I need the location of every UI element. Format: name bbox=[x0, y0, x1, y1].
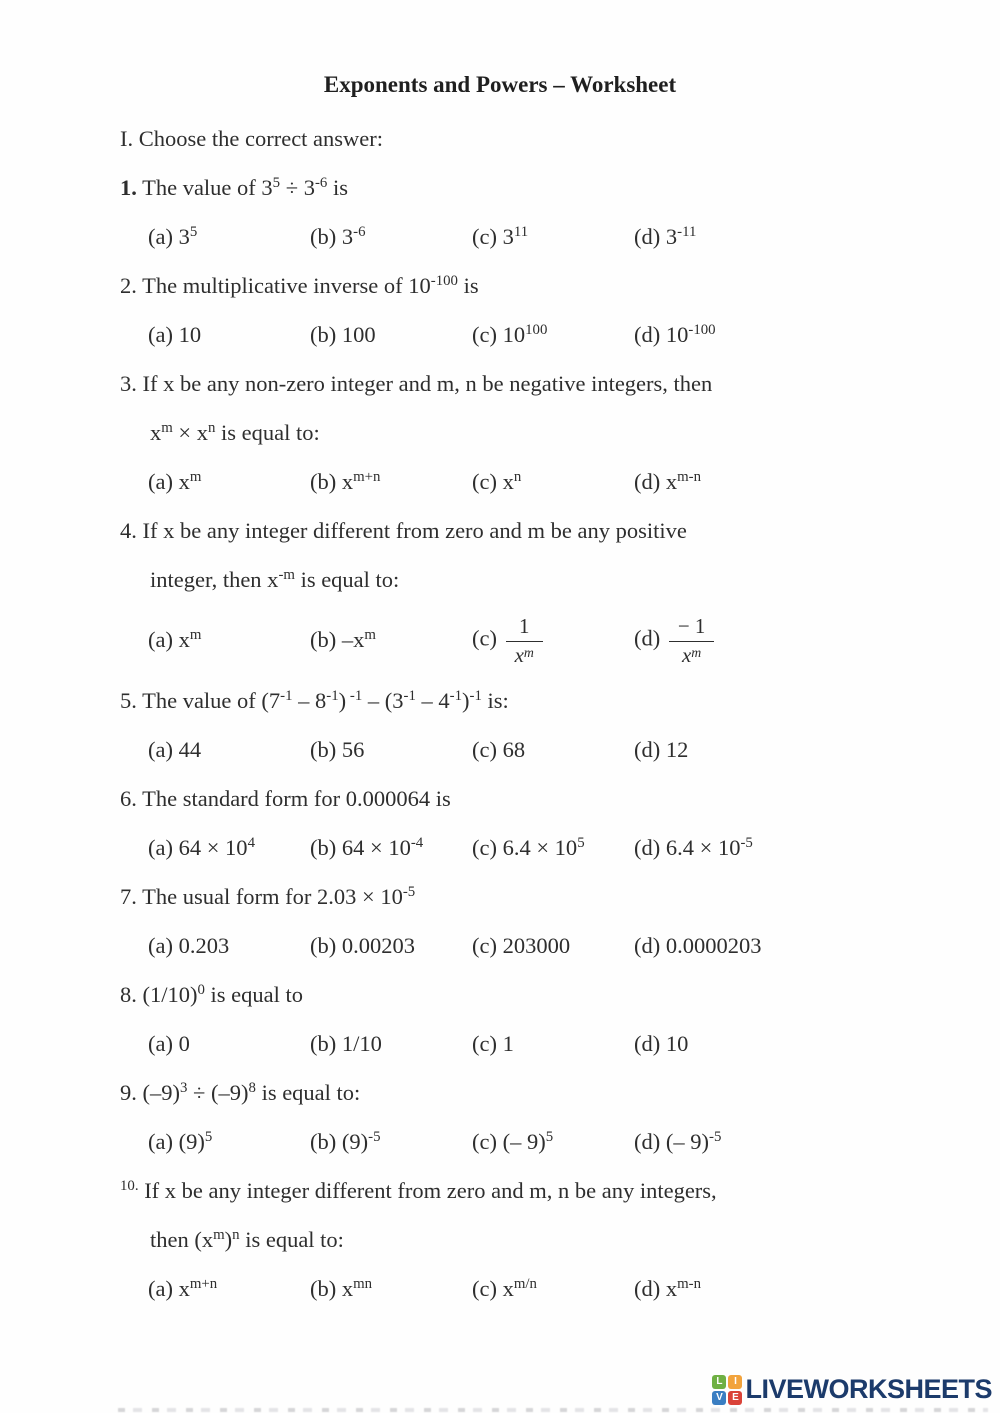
question-4-option-a[interactable]: (a) $x^m$ bbox=[148, 627, 202, 653]
question-4-options bbox=[120, 614, 955, 667]
option-label: (c) bbox=[472, 736, 503, 762]
question-3-prompt-line-1: 3. If x be any non-zero integer and m, n be negative integers, then bbox=[120, 371, 713, 396]
question-7 bbox=[120, 882, 955, 961]
question-10-option-b[interactable]: (b) $x^{mn}$ bbox=[310, 1275, 373, 1301]
question-7-option-a[interactable]: (a) 0.203 bbox=[148, 932, 230, 958]
option-label: (c) bbox=[472, 1030, 503, 1056]
option-label: (c) bbox=[472, 224, 503, 249]
option-label: (c) bbox=[472, 932, 503, 958]
question-8-option-c[interactable]: (c) 1 bbox=[472, 1030, 514, 1056]
question-3-prompt-line-2: $x^m \times x^n$ is equal to: bbox=[150, 419, 320, 445]
question-1 bbox=[120, 173, 955, 252]
option-label: (d) bbox=[634, 736, 666, 762]
question-1-prompt-line-1: 1. The value of $3^5 \div 3^{-6}$ is bbox=[120, 174, 348, 200]
question-9-option-d[interactable]: (d) (– 9)$^{-5}$ bbox=[634, 1128, 722, 1154]
question-4-option-c[interactable] bbox=[472, 614, 622, 667]
question-9-option-c[interactable]: (c) (– 9)$^5$ bbox=[472, 1128, 554, 1154]
question-3-option-a[interactable]: (a) $x^m$ bbox=[148, 468, 202, 494]
question-5-option-b[interactable]: (b) 56 bbox=[310, 736, 365, 762]
question-7-option-b[interactable]: (b) 0.00203 bbox=[310, 932, 415, 958]
question-7-option-d[interactable]: (d) 0.0000203 bbox=[634, 932, 762, 958]
option-label: (d) bbox=[634, 469, 666, 494]
option-label: (c) bbox=[472, 625, 503, 651]
question-5-option-a[interactable]: (a) 44 bbox=[148, 736, 202, 762]
question-3-option-d[interactable]: (d) $x^{m-n}$ bbox=[634, 468, 702, 494]
liveworksheets-logo[interactable] bbox=[712, 1374, 992, 1405]
option-label: (b) bbox=[310, 469, 342, 494]
question-9-option-b[interactable]: (b) $(9)^{-5}$ bbox=[310, 1128, 381, 1154]
option-label: (c) bbox=[472, 1128, 503, 1154]
question-6-option-d[interactable]: (d) $6.4 \times 10^{-5}$ bbox=[634, 834, 753, 860]
question-1-options bbox=[120, 222, 955, 252]
option-label: (b) bbox=[310, 736, 342, 762]
question-7-options bbox=[120, 931, 955, 961]
question-2-option-b[interactable]: (b) 100 bbox=[310, 322, 376, 347]
option-label: (a) bbox=[148, 627, 179, 653]
question-10-prompt-line-2: then $(x^m)^n$ is equal to: bbox=[150, 1226, 344, 1252]
option-label: (c) bbox=[472, 1275, 503, 1301]
question-8 bbox=[120, 980, 955, 1059]
question-5-prompt-line-1: 5. The value of $(7^{-1} - 8^{-1})$ $^{-1} - (3^{-1} - 4^{-1})^{-1}$ is: bbox=[120, 687, 509, 713]
fraction: $\frac{- 1}{x^m}$ bbox=[669, 616, 714, 667]
logo-tile-I: I bbox=[728, 1375, 742, 1389]
question-3 bbox=[120, 369, 955, 497]
option-label: (d) bbox=[634, 1128, 666, 1154]
logo-tile-V: V bbox=[712, 1391, 726, 1405]
option-label: (d) bbox=[634, 322, 666, 347]
question-9-option-a[interactable]: (a) $(9)^5$ bbox=[148, 1128, 213, 1154]
option-label: (d) bbox=[634, 834, 666, 860]
question-7-option-c[interactable]: (c) 203000 bbox=[472, 932, 571, 958]
question-1-option-a[interactable]: (a) $3^5$ bbox=[148, 223, 198, 249]
question-4-prompt-line-2: integer, then $x^{-m}$ is equal to: bbox=[150, 566, 400, 592]
option-label: (b) bbox=[310, 322, 342, 347]
question-4-option-b[interactable]: (b) $-x^m$ bbox=[310, 627, 376, 653]
question-6-prompt-line-1: 6. The standard form for 0.000064 is bbox=[120, 785, 451, 811]
question-2-option-d[interactable]: (d) $10^{-100}$ bbox=[634, 321, 716, 347]
question-8-option-b[interactable]: (b) 1/10 bbox=[310, 1030, 382, 1056]
option-label: (a) bbox=[148, 932, 179, 958]
option-label: (c) bbox=[472, 834, 503, 860]
liveworksheets-logo-icon bbox=[712, 1375, 742, 1405]
liveworksheets-logo-text: LIVEWORKSHEETS bbox=[745, 1374, 992, 1404]
question-9 bbox=[120, 1078, 955, 1157]
question-2 bbox=[120, 271, 955, 350]
option-label: (b) bbox=[310, 1128, 342, 1154]
option-label: (a) bbox=[148, 469, 179, 494]
question-5-option-c[interactable]: (c) 68 bbox=[472, 736, 526, 762]
question-2-prompt-line-1: 2. The multiplicative inverse of $10^{-100}$ is bbox=[120, 272, 479, 298]
question-10-option-c[interactable]: (c) $x^{m/n}$ bbox=[472, 1275, 537, 1301]
worksheet-title: Exponents and Powers – Worksheet bbox=[323, 72, 677, 97]
question-3-options bbox=[120, 467, 955, 497]
question-6-option-a[interactable]: (a) $64 \times 10^4$ bbox=[148, 834, 255, 860]
question-5-options bbox=[120, 735, 955, 765]
option-label: (d) bbox=[634, 1030, 666, 1056]
question-2-option-c[interactable]: (c) $10^{100}$ bbox=[472, 321, 548, 347]
option-label: (a) bbox=[148, 1275, 179, 1301]
logo-tile-L: L bbox=[712, 1375, 726, 1389]
option-label: (b) bbox=[310, 834, 342, 860]
fraction: $\frac{1}{x^m}$ bbox=[506, 616, 543, 667]
question-7-prompt-line-1: 7. The usual form for $2.03 \times 10^{-5}$ bbox=[120, 883, 416, 909]
question-10 bbox=[120, 1176, 955, 1304]
question-6-option-b[interactable]: (b) $64 \times 10^{-4}$ bbox=[310, 834, 424, 860]
question-9-prompt-line-1: 9. $(-9)^3 \div (-9)^8$ is equal to: bbox=[120, 1079, 361, 1105]
question-8-option-d[interactable]: (d) 10 bbox=[634, 1030, 689, 1056]
option-label: (d) bbox=[634, 1275, 666, 1301]
option-label: (a) bbox=[148, 1030, 179, 1056]
option-label: (c) bbox=[472, 322, 503, 347]
option-label: (d) bbox=[634, 224, 666, 249]
question-10-prompt-line-1: $^{10.}$ If x be any integer different from zero and m, n be any integers, bbox=[120, 1177, 717, 1203]
questions-list bbox=[0, 173, 1000, 1304]
question-2-options bbox=[120, 320, 955, 350]
option-label: (a) bbox=[148, 322, 179, 347]
question-10-options bbox=[120, 1274, 955, 1304]
question-3-option-c[interactable]: (c) $x^n$ bbox=[472, 468, 522, 494]
logo-tile-E: E bbox=[728, 1391, 742, 1405]
question-1-option-d[interactable]: (d) $3^{-11}$ bbox=[634, 223, 697, 249]
section-heading: I. Choose the correct answer: bbox=[120, 126, 384, 151]
question-4 bbox=[120, 516, 955, 667]
option-label: (c) bbox=[472, 469, 503, 494]
question-3-option-b[interactable]: (b) $x^{m+n}$ bbox=[310, 468, 381, 494]
option-label: (a) bbox=[148, 1128, 179, 1154]
question-4-prompt-line-1: 4. If x be any integer different from zero and m be any positive bbox=[120, 518, 687, 543]
question-6-options bbox=[120, 833, 955, 863]
option-label: (b) bbox=[310, 627, 342, 653]
option-label: (b) bbox=[310, 1275, 342, 1301]
question-1-option-b[interactable]: (b) $3^{-6}$ bbox=[310, 223, 366, 249]
question-10-option-d[interactable]: (d) $x^{m-n}$ bbox=[634, 1275, 702, 1301]
cutoff-text-artifact bbox=[118, 1408, 988, 1412]
question-8-option-a[interactable]: (a) 0 bbox=[148, 1030, 190, 1056]
question-4-option-d[interactable] bbox=[634, 614, 784, 667]
option-label: (b) bbox=[310, 932, 342, 958]
question-1-option-c[interactable]: (c) $3^{11}$ bbox=[472, 223, 529, 249]
question-9-options bbox=[120, 1127, 955, 1157]
question-2-option-a[interactable]: (a) 10 bbox=[148, 322, 202, 347]
option-label: (b) bbox=[310, 1030, 342, 1056]
option-label: (a) bbox=[148, 834, 179, 860]
question-6 bbox=[120, 784, 955, 863]
question-6-option-c[interactable]: (c) $6.4 \times 10^5$ bbox=[472, 834, 585, 860]
question-10-option-a[interactable]: (a) $x^{m+n}$ bbox=[148, 1275, 218, 1301]
option-label: (d) bbox=[634, 625, 666, 651]
option-label: (d) bbox=[634, 932, 666, 958]
question-8-prompt-line-1: 8. $(1/10)^0$ is equal to bbox=[120, 981, 304, 1007]
option-label: (a) bbox=[148, 736, 179, 762]
question-8-options bbox=[120, 1029, 955, 1059]
option-label: (a) bbox=[148, 224, 179, 249]
footer bbox=[712, 1374, 992, 1405]
question-5-option-d[interactable]: (d) 12 bbox=[634, 736, 689, 762]
option-label: (b) bbox=[310, 224, 342, 249]
question-5 bbox=[120, 686, 955, 765]
